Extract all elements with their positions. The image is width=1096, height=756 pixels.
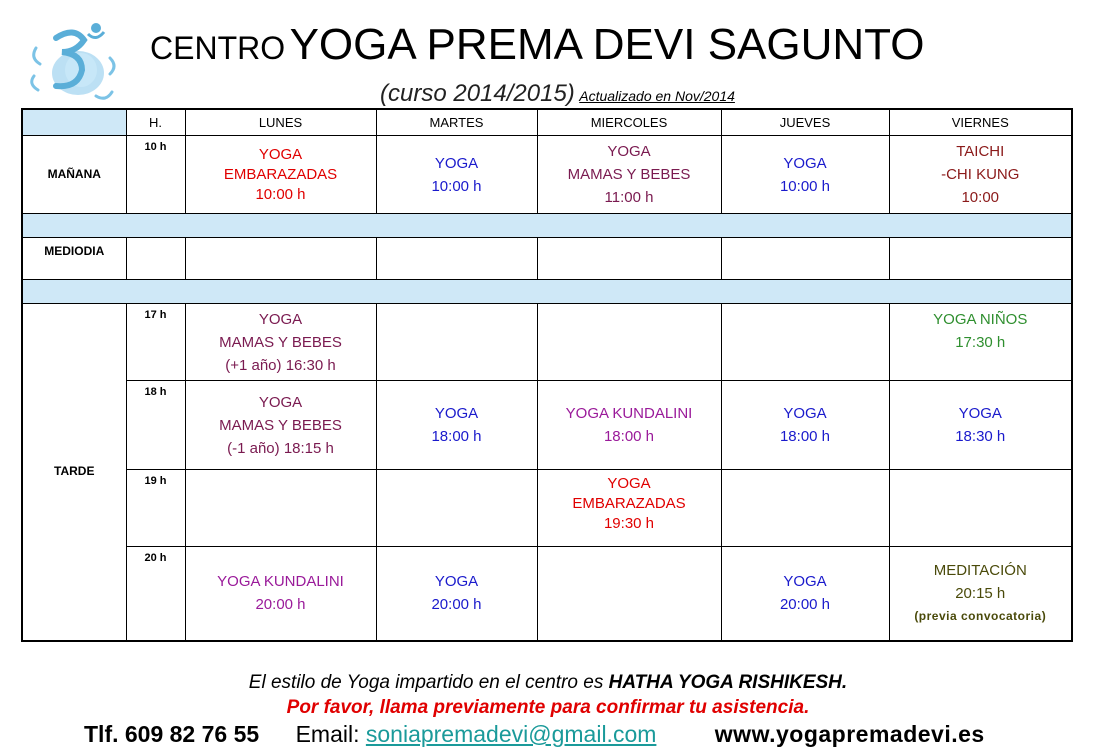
class-line: MAMAS Y BEBES [219, 333, 342, 351]
class-line: YOGA [783, 573, 827, 591]
empty-cell [185, 470, 376, 547]
course-year: (curso 2014/2015) [380, 80, 575, 107]
cell-miercoles-10 [537, 136, 721, 214]
col-jueves: JUEVES [721, 109, 889, 136]
period-morning: MAÑANA [22, 136, 126, 214]
om-symbol-icon [26, 18, 118, 108]
col-hour: H. [126, 109, 185, 136]
schedule-table [21, 108, 1073, 642]
class-line: MEDITACIÓN [933, 561, 1027, 579]
yoga-style-line [0, 672, 1096, 694]
class-line: YOGA [783, 154, 827, 172]
email-link[interactable]: soniapremadevi@gmail.com [365, 721, 657, 747]
cell-lunes-18 [185, 381, 376, 470]
empty-cell [376, 304, 537, 381]
class-line: 20:15 h [955, 584, 1006, 602]
hour-20: 20 h [126, 547, 185, 641]
col-lunes: LUNES [185, 109, 376, 136]
class-line: 18:30 h [955, 428, 1006, 445]
cell-viernes-10 [889, 136, 1072, 214]
cell-miercoles-19 [537, 470, 721, 547]
cell-jueves-10 [721, 136, 889, 214]
period-midday: MEDIODIA [22, 238, 126, 280]
phone-number: Tlf. 609 82 76 55 [84, 721, 260, 747]
class-line: 17:30 h [955, 334, 1006, 351]
class-line: 20:00 h [255, 596, 306, 614]
row-18h [22, 381, 1072, 470]
class-line: YOGA [258, 145, 303, 163]
empty-cell [889, 238, 1072, 280]
page-title [150, 20, 924, 70]
style-name: HATHA YOGA RISHIKESH. [608, 672, 848, 693]
class-line: YOGA [607, 143, 651, 160]
class-line: YOGA [783, 405, 827, 422]
title-small: CENTRO [150, 30, 286, 66]
empty-cell [721, 304, 889, 381]
class-line: YOGA NIÑOS [933, 311, 1028, 328]
row-17h [22, 304, 1072, 381]
class-line: (-1 año) 18:15 h [227, 439, 334, 457]
class-line: YOGA KUNDALINI [217, 573, 344, 591]
class-line: 10:00 h [255, 185, 306, 203]
class-line: 20:00 h [779, 596, 831, 614]
class-line: YOGA [958, 405, 1002, 422]
class-line: YOGA [258, 393, 303, 411]
cell-viernes-20 [889, 547, 1072, 641]
class-line: -CHI KUNG [941, 166, 1020, 183]
class-line: 18:00 h [603, 428, 655, 445]
hour-19: 19 h [126, 470, 185, 547]
class-line: 18:00 h [431, 428, 482, 445]
row-19h [22, 470, 1072, 547]
col-viernes: VIERNES [889, 109, 1072, 136]
empty-cell [126, 238, 185, 280]
cell-martes-18 [376, 381, 537, 470]
class-line: MAMAS Y BEBES [567, 166, 691, 183]
class-line: YOGA [607, 475, 651, 492]
cell-viernes-17 [889, 304, 1072, 381]
class-line: MAMAS Y BEBES [219, 416, 342, 434]
class-line: YOGA [434, 154, 479, 172]
hour-18: 18 h [126, 381, 185, 470]
hour-17: 17 h [126, 304, 185, 381]
cell-lunes-20 [185, 547, 376, 641]
class-note: (previa convocatoria) [914, 608, 1047, 623]
empty-cell [721, 238, 889, 280]
class-line: YOGA [258, 310, 303, 328]
class-line: 18:00 h [779, 428, 831, 445]
band-row [22, 214, 1072, 238]
class-line: TAICHI [956, 143, 1005, 160]
empty-cell [721, 470, 889, 547]
class-line: (+1 año) 16:30 h [225, 356, 336, 374]
class-line: YOGA [434, 405, 479, 422]
confirm-notice: Por favor, llama previamente para confirmar tu asistencia. [286, 697, 810, 718]
website-url[interactable]: www.yogapremadevi.es [714, 721, 985, 747]
cell-martes-10 [376, 136, 537, 214]
empty-cell [376, 238, 537, 280]
row-20h [22, 547, 1072, 641]
period-afternoon: TARDE [22, 304, 126, 641]
class-line: 10:00 h [779, 177, 831, 195]
separator-band [22, 214, 1072, 238]
col-martes: MARTES [376, 109, 537, 136]
subtitle [380, 80, 735, 108]
cell-lunes-10 [185, 136, 376, 214]
cell-viernes-18 [889, 381, 1072, 470]
class-line: YOGA KUNDALINI [565, 405, 693, 422]
corner-cell [22, 109, 126, 136]
row-midday [22, 238, 1072, 280]
class-line: 10:00 [961, 189, 1000, 206]
class-line: YOGA [434, 573, 479, 591]
separator-band [22, 280, 1072, 304]
cell-miercoles-18 [537, 381, 721, 470]
class-line: 19:30 h [603, 515, 655, 532]
cell-jueves-18 [721, 381, 889, 470]
cell-martes-20 [376, 547, 537, 641]
col-miercoles: MIERCOLES [537, 109, 721, 136]
updated-note: Actualizado en Nov/2014 [579, 88, 735, 104]
empty-cell [185, 238, 376, 280]
class-line: 10:00 h [431, 177, 482, 195]
hour-10: 10 h [126, 136, 185, 214]
row-10h [22, 136, 1072, 214]
cell-jueves-20 [721, 547, 889, 641]
empty-cell [537, 547, 721, 641]
title-big: YOGA PREMA DEVI SAGUNTO [289, 20, 925, 69]
email-label: Email: [295, 721, 366, 747]
class-line: EMBARAZADAS [223, 165, 338, 183]
class-line: 20:00 h [431, 596, 482, 614]
header-row [22, 109, 1072, 136]
class-line: 11:00 h [604, 189, 654, 206]
style-text: El estilo de Yoga impartido en el centro es [248, 672, 609, 693]
cell-lunes-17 [185, 304, 376, 381]
contact-line [84, 721, 985, 748]
empty-cell [376, 470, 537, 547]
empty-cell [537, 304, 721, 381]
empty-cell [889, 470, 1072, 547]
empty-cell [537, 238, 721, 280]
band-row [22, 280, 1072, 304]
class-line: EMBARAZADAS [572, 495, 686, 512]
